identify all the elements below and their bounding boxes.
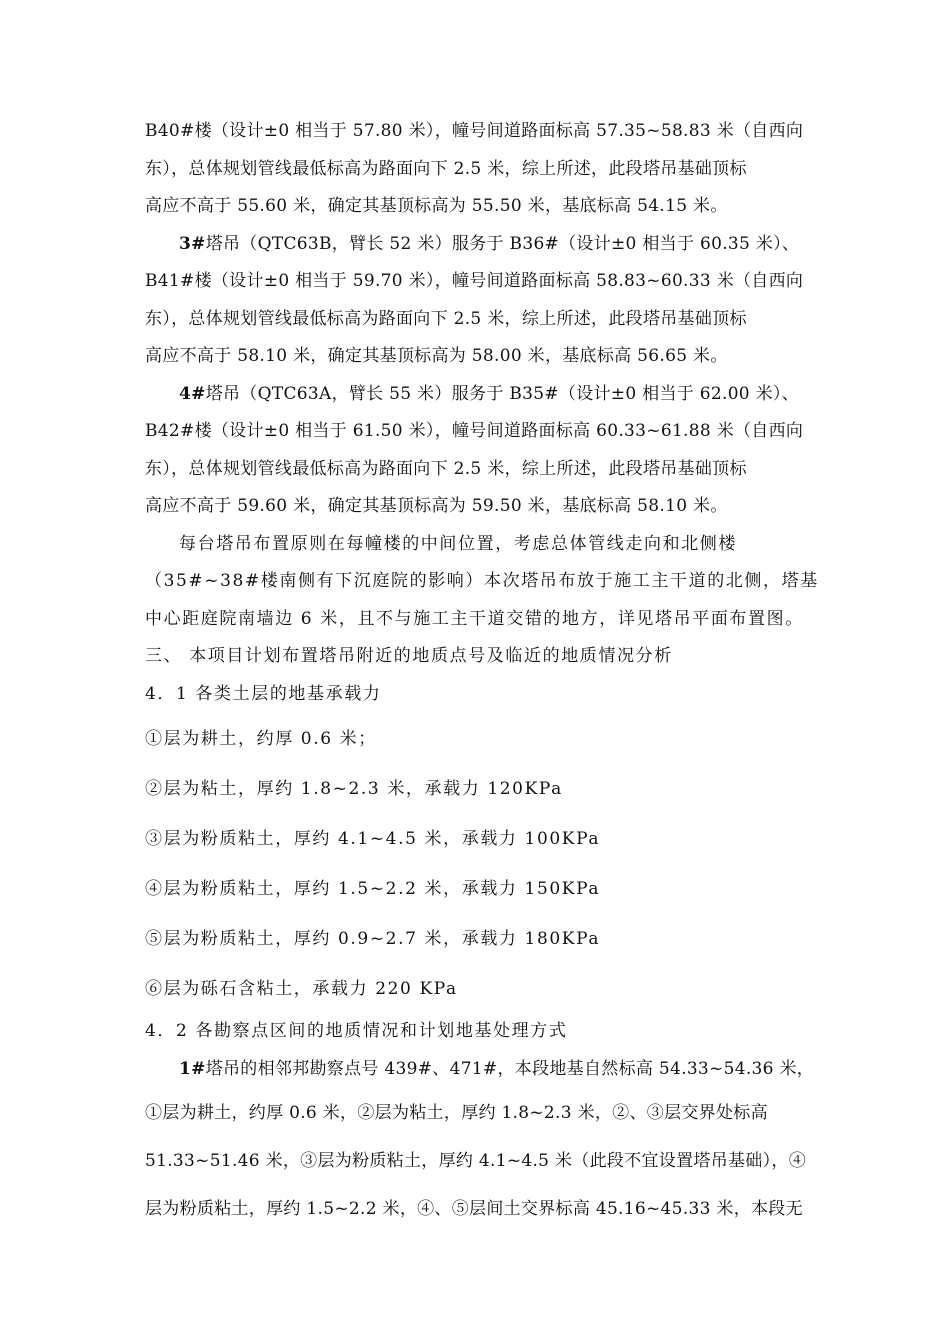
text-line: 层为粉质粘土，厚约 1.5~2.2 米，④、⑤层间土交界标高 45.16~45.33 米，本段无 bbox=[145, 1199, 803, 1219]
text-line: 东），总体规划管线最低标高为路面向下 2.5 米，综上所述，此段塔吊基础顶标 bbox=[145, 459, 747, 479]
list-item: ⑤层为粉质粘土，厚约 0.9~2.7 米，承载力 180KPa bbox=[145, 929, 601, 949]
list-item: ②层为粘土，厚约 1.8~2.3 米，承载力 120KPa bbox=[145, 779, 563, 799]
subsection-heading: 4．1 各类土层的地基承载力 bbox=[145, 684, 382, 704]
text-line bbox=[179, 383, 799, 405]
crane-number: 3# bbox=[179, 234, 206, 254]
text-line: 高应不高于 55.60 米，确定其基顶标高为 55.50 米，基底标高 54.15 米。 bbox=[145, 196, 728, 216]
section-heading: 三、 本项目计划布置塔吊附近的地质点号及临近的地质情况分析 bbox=[145, 646, 673, 666]
text-line: 东），总体规划管线最低标高为路面向下 2.5 米，综上所述，此段塔吊基础顶标 bbox=[145, 309, 747, 329]
text-span: 塔吊的相邻邦勘察点号 439#、471#，本段地基自然标高 54.33~54.36 米， bbox=[205, 1059, 815, 1079]
text-line: 每台塔吊布置原则在每幢楼的中间位置，考虑总体管线走向和北侧楼 bbox=[179, 534, 737, 554]
text-span: 塔吊（QTC63B，臂长 52 米）服务于 B36#（设计±0 相当于 60.35 米）、 bbox=[205, 234, 800, 254]
crane-number: 4# bbox=[179, 384, 206, 404]
text-line: （35#~38#楼南侧有下沉庭院的影响）本次塔吊布放于施工主干道的北侧，塔基 bbox=[145, 571, 819, 591]
list-item: ③层为粉质粘土，厚约 4.1~4.5 米，承载力 100KPa bbox=[145, 829, 601, 849]
text-line: 中心距庭院南墙边 6 米，且不与施工主干道交错的地方，详见塔吊平面布置图。 bbox=[145, 609, 804, 629]
crane-number: 1# bbox=[179, 1059, 206, 1079]
text-line bbox=[179, 1058, 814, 1080]
text-line: 高应不高于 58.10 米，确定其基顶标高为 58.00 米，基底标高 56.65 米。 bbox=[145, 346, 728, 366]
text-line bbox=[179, 233, 799, 255]
list-item: ⑥层为砾石含粘土，承载力 220 KPa bbox=[145, 979, 458, 999]
text-line: 东），总体规划管线最低标高为路面向下 2.5 米，综上所述，此段塔吊基础顶标 bbox=[145, 159, 747, 179]
text-line: B42#楼（设计±0 相当于 61.50 米），幢号间道路面标高 60.33~61.88 米（自西向 bbox=[145, 421, 804, 441]
text-line: B40#楼（设计±0 相当于 57.80 米），幢号间道路面标高 57.35~58.83 米（自西向 bbox=[145, 121, 804, 141]
subsection-heading: 4．2 各勘察点区间的地质情况和计划地基处理方式 bbox=[145, 1021, 568, 1041]
text-line: ①层为耕土，约厚 0.6 米，②层为粘土，厚约 1.8~2.3 米，②、③层交界处标高 bbox=[145, 1103, 768, 1123]
list-item: ①层为耕土，约厚 0.6 米； bbox=[145, 729, 377, 749]
text-span: 塔吊（QTC63A，臂长 55 米）服务于 B35#（设计±0 相当于 62.00 米）、 bbox=[205, 384, 800, 404]
text-line: B41#楼（设计±0 相当于 59.70 米），幢号间道路面标高 58.83~60.33 米（自西向 bbox=[145, 271, 804, 291]
text-line: 51.33~51.46 米，③层为粉质粘土，厚约 4.1~4.5 米（此段不宜设置塔吊基础），④ bbox=[145, 1151, 807, 1171]
text-line: 高应不高于 59.60 米，确定其基顶标高为 59.50 米，基底标高 58.10 米。 bbox=[145, 496, 728, 516]
list-item: ④层为粉质粘土，厚约 1.5~2.2 米，承载力 150KPa bbox=[145, 879, 601, 899]
